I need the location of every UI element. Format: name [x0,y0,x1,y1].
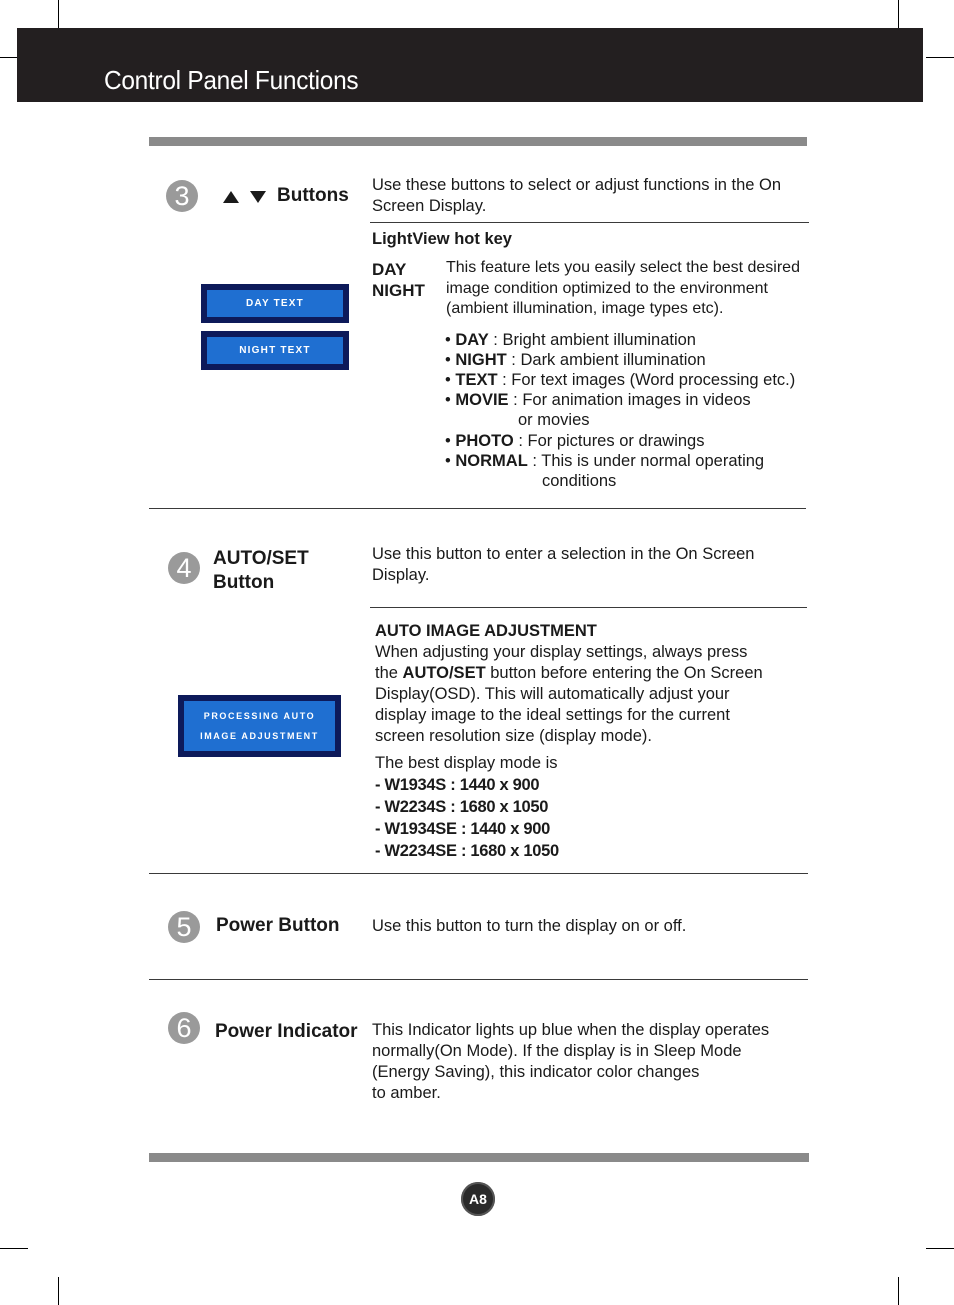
section-divider-top [149,137,807,146]
section-label-power-button: Power Button [216,915,340,936]
lightview-heading: LightView hot key [372,230,512,248]
section-label-power-indicator: Power Indicator [215,1021,358,1042]
section5-text: Use this button to turn the display on or off. [372,917,687,935]
crop-mark [926,1248,954,1249]
crop-mark [58,0,59,28]
section-number-5: 5 [168,911,200,943]
list-item: • TEXT : For text images (Word processing etc.) [445,371,796,389]
divider [370,222,809,223]
divider [149,873,808,874]
auto-image-paragraph: When adjusting your display settings, always press the AUTO/SET button before entering the On Screen Display(OSD). This will automatically adjust your display image to the ideal settings for the current screen resolution size (display mode). [375,643,763,745]
page-number: A8 [461,1182,495,1216]
page-header [17,28,923,102]
section6-text: This Indicator lights up blue when the display operates normally(On Mode). If the display is in Sleep Mode (Energy Saving), this indicator color changes to amber. [372,1021,770,1102]
list-item: • NORMAL : This is under normal operating [445,452,765,470]
section-number-4: 4 [168,552,200,584]
lightview-description: This feature lets you easily select the best desired image condition optimized to the environment (ambient illumination, image types etc). [446,259,800,317]
section-divider-bottom [149,1153,809,1162]
divider [370,607,807,608]
section-number-3: 3 [166,180,198,212]
section-number-6: 6 [168,1012,200,1044]
section-label-buttons: Buttons [277,185,349,206]
up-arrow-icon [223,191,239,203]
osd-processing-auto: PROCESSING AUTO IMAGE ADJUSTMENT [178,695,341,757]
auto-image-heading: AUTO IMAGE ADJUSTMENT [375,622,597,640]
list-item: • MOVIE : For animation images in videos [445,391,751,409]
mode-labels: DAY NIGHT [372,260,425,300]
crop-mark [0,57,17,58]
crop-mark [0,1248,28,1249]
divider [149,979,808,980]
list-item: • NIGHT : Dark ambient illumination [445,351,706,369]
down-arrow-icon [250,191,266,203]
section-label-autoset: AUTO/SET Button [213,548,309,593]
crop-mark [58,1277,59,1305]
crop-mark [926,57,954,58]
crop-mark [898,0,899,28]
page-title: Control Panel Functions [104,65,359,95]
osd-day-text: DAY TEXT [201,284,349,323]
section3-intro: Use these buttons to select or adjust functions in the On Screen Display. [372,176,782,215]
best-mode-list: - W1934S : 1440 x 900 - W2234S : 1680 x 1050 - W1934SE : 1440 x 900 - W2234SE : 1680 x 1050 [375,776,559,860]
best-mode-intro: The best display mode is [375,754,558,772]
list-item: • PHOTO : For pictures or drawings [445,432,705,450]
list-item: • DAY : Bright ambient illumination [445,331,696,349]
divider [149,508,806,509]
list-item-continuation: or movies [518,411,590,429]
section4-intro: Use this button to enter a selection in the On Screen Display. [372,545,755,584]
list-item-continuation: conditions [542,472,617,490]
crop-mark [898,1277,899,1305]
osd-night-text: NIGHT TEXT [201,331,349,370]
